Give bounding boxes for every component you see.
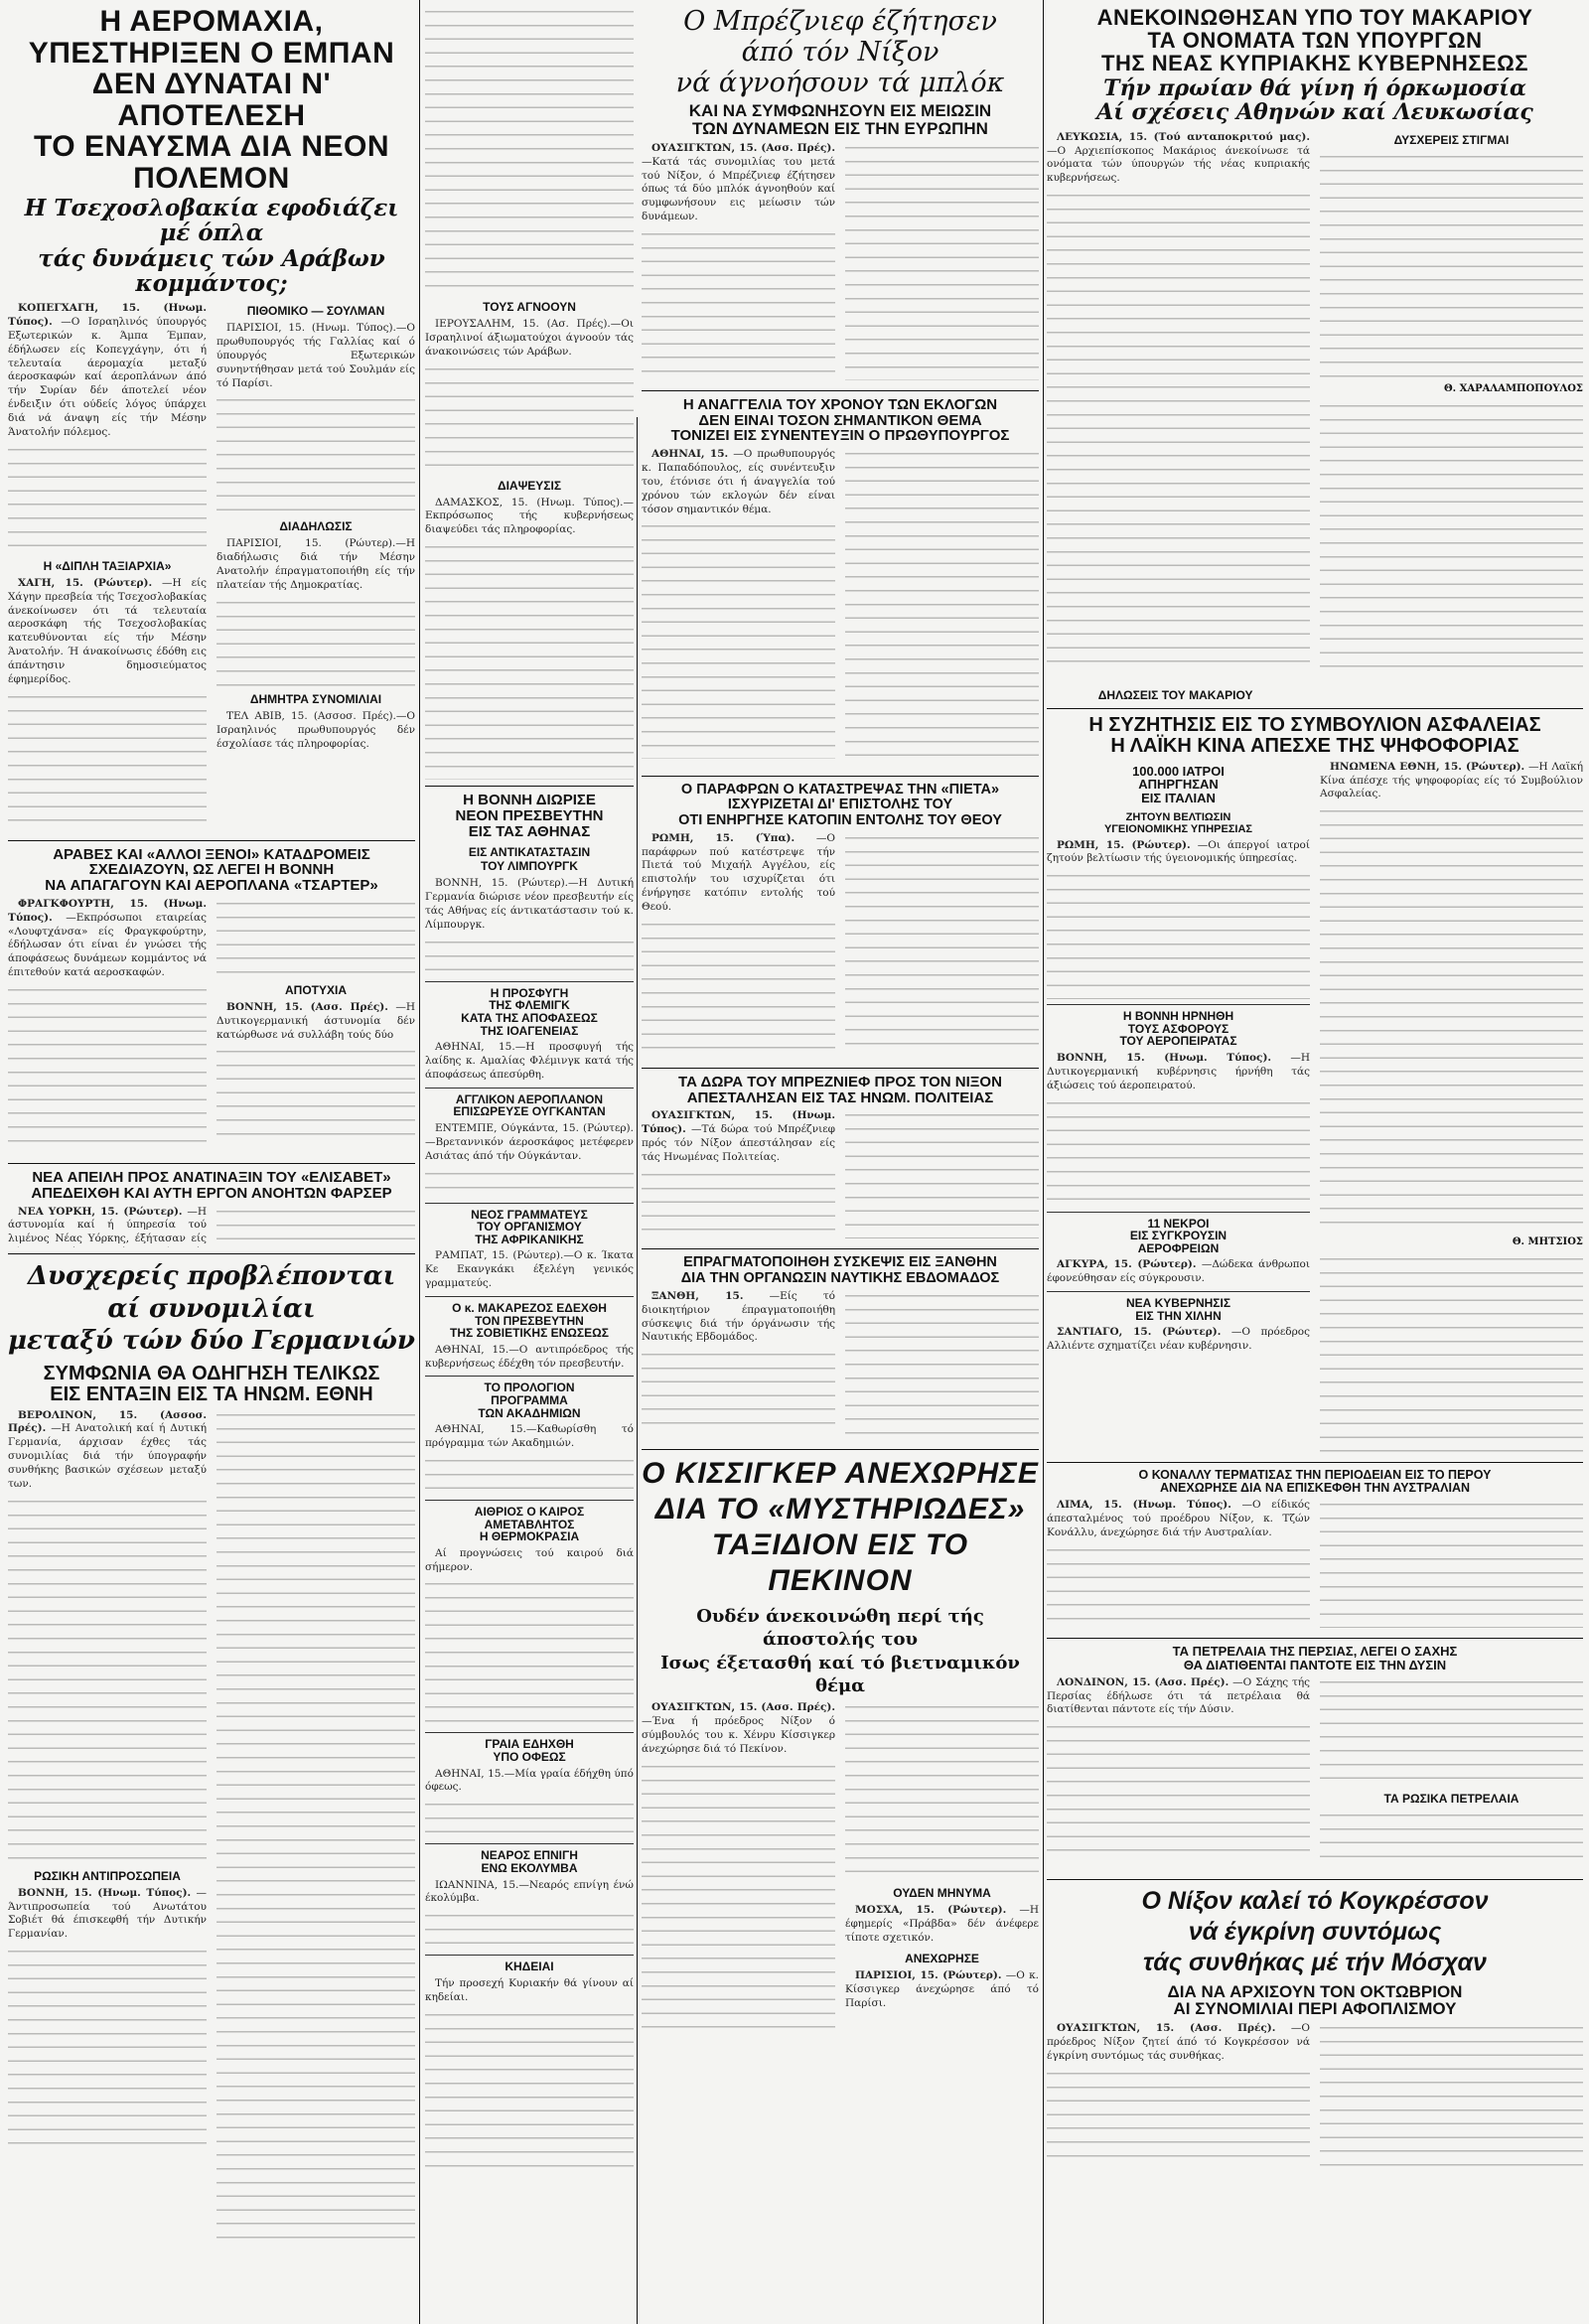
headline-line: ΤΗΣ ΝΕΑΣ ΚΥΠΡΙΑΚΗΣ ΚΥΒΕΡΝΗΣΕΩΣ [1101,51,1528,76]
article-damascus [425,497,634,538]
headline-line: μεταξύ τών δύο Γερμανιών [8,1326,415,1356]
dateline: ΛΟΝΔΙΝΟΝ, 15. (Ασσ. Πρές). [1057,1675,1229,1688]
article-text: ΑΘΗΝΑΙ, 15.—Καθωρίσθη τό πρόγραμμα τών Ακαδημιών. [425,1423,634,1450]
headline-line: ΑΡΑΒΕΣ ΚΑΙ «ΑΛΛΟΙ ΞΕΝΟΙ» ΚΑΤΑΔΡΟΜΕΙΣ [53,845,370,863]
article-snake [425,1768,634,1796]
article-ankara [1047,1258,1310,1286]
article-demonstration [217,537,415,592]
headline-line: ΝΕΟΣ ΓΡΑΜΜΑΤΕΥΣ [471,1207,588,1222]
middle-section [642,6,1039,2320]
subheadline-un-entry [8,1364,415,1405]
text-block [1320,1253,1583,1452]
headline-kissinger-beijing [642,1456,1039,1599]
headline-line: ΤΩΝ ΑΚΑΔΗΜΙΩΝ [478,1405,581,1420]
headline-line: ΚΑΙ ΝΑ ΣΥΜΦΩΝΗΣΟΥΝ ΕΙΣ ΜΕΙΩΣΙΝ [688,101,992,121]
article-bonn-ambassador [425,877,634,932]
dateline: ΣΑΝΤΙΑΓΟ, 15. (Ρώυτερ). [1057,1326,1222,1339]
article-text: —Η Ανατολική καί ή Δυτική Γερμανία, άρχισαν έχθες τάς συνομιλίας διά τήν ύπογραφήν συνθήκης βασικών σχέσεων μεταξύ των. [8,1422,208,1490]
left-section [8,6,415,1247]
subheadline-oath [1047,76,1583,124]
headline-line: Η ΛΑΪΚΗ ΚΙΝΑ ΑΠΕΣΧΕ ΤΗΣ ΨΗΦΟΦΟΡΙΑΣ [1110,734,1519,757]
headline-academies [425,1381,634,1419]
article-lima [1047,1499,1310,1540]
dateline: ΒΟΝΝΗ, 15. (Ασσ. Πρές). [226,1000,388,1013]
headline-line: ΑΜΕΤΑΒΛΗΤΟΣ [484,1517,575,1531]
headline-pieta [642,783,1039,828]
headline-line: ΘΑ ΔΙΑΤΙΘΕΝΤΑΙ ΠΑΝΤΟΤΕ ΕΙΣ ΤΗΝ ΔΥΣΙΝ [1183,1658,1447,1673]
headline-line: ΕΙΣ ΙΤΑΛΙΑΝ [1141,790,1216,805]
subhead-line: τάς δυνάμεις τών Αράβων κομμάντος; [38,244,385,297]
article-text: —Ένα ή πρόεδρος Νίξον ό σύμβουλός του κ. Χένρυ Κίσσιγκερ άνεχώρησε διά τό Πεκίνον. [642,1715,835,1755]
article-text: —Η άστυνομία καί ή ύπηρεσία τού λιμένος Νέας Υόρκης, έξήτασαν είς [8,1205,207,1245]
dateline: ΟΥΑΣΙΓΚΤΩΝ, 15. (Ασσ. Πρές). [1057,2022,1276,2035]
article-text: ΠΑΡΙΣΙΟΙ, 15. (Ρώυτερ).—Η διαδήλωσις διά τήν Μέσην Ανατολήν έπραγματοποιήθη είς τήν πλατείαν τής Δημοκρατίας. [217,537,415,592]
section-title: ΡΩΣΙΚΗ ΑΝΤΙΠΡΟΣΩΠΕΙΑ [34,1868,181,1883]
headline-line: Η ΠΡΟΣΦΥΓΗ [490,985,569,1000]
text-block [8,1946,207,2144]
article-santiago [1047,1326,1310,1354]
article-jerusalem [425,318,634,360]
headline-line: ΤΩΝ ΔΥΝΑΜΕΩΝ ΕΙΣ ΤΗΝ ΕΥΡΩΠΗΝ [692,118,988,138]
dateline: ΛΙΜΑ, 15. (Ηνωμ. Τύπος). [1057,1499,1231,1512]
section-title: Η «ΔΙΠΛΗ ΤΑΞΙΑΡΧΙΑ» [43,558,172,573]
text-block [1320,151,1583,379]
text-block [845,1701,1039,1880]
text-block [1320,400,1583,678]
section-title: ΔΙΑΨΕΥΣΙΣ [497,478,562,493]
headline-line: ΕΙΣ ΤΑΣ ΑΘΗΝΑΣ [468,822,591,840]
headline-line: ΣΥΜΦΩΝΙΑ ΘΑ ΟΔΗΓΗΣΗ ΤΕΛΙΚΩΣ [43,1362,380,1384]
headline-line: ΤΟΥ ΑΕΡΟΠΕΙΡΑΤΑΣ [1119,1034,1237,1049]
author-signature: Θ. ΧΑΡΑΛΑΜΠΟΠΟΥΛΟΣ [1443,382,1583,394]
text-block [425,1455,634,1495]
headline-british-plane: ΑΓΓΛΙΚΟΝ ΑΕΡΟΠΛΑΝΟΝ ΕΠΙΣΩΡΕΥΣΕ ΟΥΓΚΑΝΤΑΝ [453,1091,606,1119]
article-drowning [425,1879,634,1907]
subhead-line: Αί σχέσεις Αθηνών καί Λευκωσίας [1096,99,1533,126]
text-block [1320,1499,1583,1628]
article-text: —Κατά τάς συνομιλίας του μετά τού Νίξον, ό Μπρέζνιεφ έζήτησεν όπως τά δύο μπλόκ άγνοηθούν καί συμφωνήσουν εις μείωσιν τών δυνάμεων. [642,155,835,223]
subhead-line: Τήν πρωίαν θά γίνη ή όρκωμοσία [1103,75,1526,102]
article-text: ΡΑΜΠΑΤ, 15. (Ρώυτερ).—Ο κ. Ίκατα Κε Εκανγκάκι έξελέγη γενικός γραμματεύς. [425,1249,634,1290]
dateline: ΧΑΓΗ, 15. (Ρώυτερ). [18,576,153,589]
dateline: ΑΘΗΝΑΙ, 15. [651,448,729,461]
headline-line: ΥΓΕΙΟΝΟΜΙΚΗΣ ΥΠΗΡΕΣΙΑΣ [1103,822,1253,835]
headline-line: Ο ΠΑΡΑΦΡΩΝ Ο ΚΑΤΑΣΤΡΕΨΑΣ ΤΗΝ «ΠΙΕΤΑ» [680,782,1000,799]
two-germanies-section [8,1253,415,2316]
article-russian-delegation [8,1887,207,1942]
headline-line: ΤΟΝΙΖΕΙ ΕΙΣ ΣΥΝΕΝΤΕΥΞΙΝ Ο ΠΡΩΘΥΠΟΥΡΓΟΣ [670,427,1010,445]
headline-elizabeth-threat [8,1170,415,1202]
headline-line: ΤΗΣ ΣΟΒΙΕΤΙΚΗΣ ΕΝΩΣΕΩΣ [450,1326,609,1341]
section-title: ΔΗΛΩΣΕΙΣ ΤΟΥ ΜΑΚΑΡΙΟΥ [1097,687,1253,702]
middle-left-section [425,6,634,2320]
headline-line: Η ΒΟΝΝΗ ΔΙΩΡΙΣΕ [463,792,596,809]
dateline: ΒΕΡΟΛΙΝΟΝ, 15. (Ασσοσ. Πρές). [8,1408,207,1435]
article-bonn-hijacker [1047,1052,1310,1093]
author-signature: Θ. ΜΗΤΣΙΟΣ [1512,1236,1583,1248]
headline-line: Ο κ. ΜΑΚΑΡΕΖΟΣ ΕΔΕΧΘΗ [452,1300,607,1315]
headline-line: ΕΠΡΑΓΜΑΤΟΠΟΙΗΘΗ ΣΥΣΚΕΨΙΣ ΕΙΣ ΞΑΝΘΗΝ [683,1254,997,1271]
article-london-shah [1047,1676,1310,1718]
headline-line: ΤΑΞΙΔΙΟΝ ΕΙΣ ΤΟ ΠΕΚΙΝΟΝ [711,1527,969,1597]
section-title: ΑΝΕΧΩΡΗΣΕ [905,1951,979,1965]
article-copenhagen [8,302,207,440]
dateline: ΡΩΜΗ, 15. (Ρώυτερ). [1057,838,1191,851]
article-washington-congress [1047,2022,1310,2064]
article-entebbe [425,1122,634,1164]
headline-line: ΚΑΤΑ ΤΗΣ ΑΠΟΦΑΣΕΩΣ [461,1011,598,1026]
article-text: —Ο κ. Κίσσιγκερ άνεχώρησε άπό τό Παρίσι. [845,1968,1039,2009]
text-block [642,228,835,377]
headline-security-council [1047,715,1583,757]
article-text: —Είς τό διοικητήριον έπραγματοποιήθη σύσκεψις διά τήν όργάνωσιν τής Ναυτικής Εβδομάδος. [642,1289,836,1344]
right-section [1047,6,1583,2320]
headline-line: ΕΙΣ ΤΗΝ ΧΙΛΗΝ [1135,1308,1222,1323]
headline-line: αί συνομιλίαι [107,1293,316,1324]
article-tel-aviv [217,710,415,752]
headline-line: Ισως έξετασθή καί τό βιετναμικόν θέμα [660,1652,1020,1696]
section-title: ΑΠΟΤΥΧΙΑ [284,982,347,997]
headline-makarezos [425,1302,634,1340]
headline-line: ΑΙ ΣΥΝΟΜΙΛΙΑΙ ΠΕΡΙ ΑΦΟΠΛΙΣΜΟΥ [1173,1999,1457,2019]
column-divider [637,417,638,2324]
article-academies [425,1423,634,1451]
article-text: —Ο Ισραηλινός ύπουργός Εξωτερικών κ. Άμπα Έμπαν, έδήλωσεν είς Κοπεγχάγην, ότι ή τελευταία άερομαχία μεταξύ άεροσκαφών καί άεροπλάνων άπό τήν Συρίαν δέν άποτελεί νέον ένδειξιν ότι ούδείς λόγος ύπάρχει διά νά άναψη είς τήν Μέσην Άνατολήν πόλεμος. [8,316,207,438]
headline-line: ΤΟΥΣ ΑΣΦΟΡΟΥΣ [1127,1021,1229,1036]
section-title: ΟΥΔΕΝ ΜΗΝΥΜΑ [893,1886,991,1901]
dateline: ΟΥΑΣΙΓΚΤΩΝ, 15. (Ηνωμ. Τύπος). [642,1109,835,1136]
headline-line: Ο ΚΟΝΑΛΛΥ ΤΕΡΜΑΤΙΣΑΣ ΤΗΝ ΠΕΡΙΟΔΕΙΑΝ ΕΙΣ ΤΟ ΠΕΡΟΥ [1138,1468,1492,1483]
headline-line: ΕΙΣ ΕΝΤΑΞΙΝ ΕΙΣ ΤΑ ΗΝΩΜ. ΕΘΝΗ [50,1382,373,1405]
article-moscow-pravda [845,1904,1039,1946]
article-makarezos [425,1344,634,1372]
article-text: ΙΕΡΟΥΣΑΛΗΜ, 15. (Ασ. Πρές).—Οι Ισραηλινοί άξιωματούχοι άγνοούν τάς άνακοινώσεις τών Αράβων. [425,318,634,358]
headline-bonn-ambassador [425,793,634,839]
section-title: ΠΙΘΟΜΙΚΟ — ΣΟΥΛΜΑΝ [246,304,385,319]
headline-brezhnev-nixon [642,6,1039,98]
headline-line: ΤΑ ΟΝΟΜΑΤΑ ΤΩΝ ΥΠΟΥΡΓΩΝ [1147,28,1483,54]
article-text: ΑΘΗΝΑΙ, 15.—Η προσφυγή τής λαίδης κ. Αμαλίας Φλέμινγκ κατά τής άποφάσεως άπεσύρθη. [425,1041,634,1081]
headline-line: ΤΗΣ ΙΟΑΓΕΝΕΙΑΣ [480,1023,579,1038]
article-elections [642,448,835,516]
text-block [425,937,634,976]
article-text: —Ο πρωθυπουργός κ. Παπαδόπουλος, είς συνέντευξιν του, έτόνισε ότι ή άναγγελία τού χρόνου τών εκλογών δέν είναι τόσον σημαντικόν θέμα. [642,448,835,515]
text-block [217,1046,415,1135]
headline-line: 100.000 ΙΑΤΡΟΙ [1132,763,1225,779]
article-funerals [425,1977,634,2005]
text-block [1320,1810,1583,1869]
headline-line: ΕΙΣ ΑΝΤΙΚΑΤΑΣΤΑΣΙΝ [468,845,591,860]
article-text: ΠΑΡΙΣΙΟΙ, 15. (Ηνωμ. Τύπος).—Ο πρωθυπουργός τής Γαλλίας καί ό ύπουργός Εξωτερικών συνηντήθησαν μετά τού Σουλμάν είς τό Παρίσι. [217,322,415,389]
article-text: —Η Δυτικογερμανική κυβέρνησις ήρνήθη τάς άξιώσεις τού άεροπειρατού. [1047,1052,1310,1091]
article-text: —Ο είδικός άπεσταλμένος τού προέδρου Νίξον, κ. Τζών Κονάλλυ, άνεχώρησε διά τήν Αυστραλίαν. [1047,1499,1310,1539]
dateline: ΦΡΑΓΚΦΟΥΡΤΗ, 15. (Ηνωμ. Τύπος). [8,897,207,924]
article-berlin [8,1409,207,1492]
article-text: ΑΘΗΝΑΙ, 15.—Ο αντιπρόεδρος τής κυβερνήσεως έδέχθη τόν πρεσβευτήν. [425,1343,634,1370]
headline-line: ΣΧΕΔΙΑΖΟΥΝ, ΩΣ ΛΕΓΕΙ Η ΒΟΝΝΗ [88,861,335,879]
subheadline-force-reduction [642,102,1039,138]
dateline: ΚΟΠΕΓΧΑΓΗ, 15. (Ηνωμ. Τύπος). [8,302,207,329]
article-nicosia [1047,131,1310,186]
headline-line: ΟΤΙ ΕΝΗΡΓΗΣΕ ΚΑΤΟΠΙΝ ΕΝΤΟΛΗΣ ΤΟΥ ΘΕΟΥ [678,811,1002,828]
article-text: Αί προγνώσεις τού καιρού διά σήμερον. [425,1546,634,1573]
text-block [845,1109,1039,1238]
subheadline-czech-weapons [8,196,415,296]
article-text: —Ο πρόεδρος Νίξον ζητεί άπό τό Κογκρέσσον νά έγκρίνη συντόμως τάς συνθήκας. [1047,2022,1310,2062]
article-text: —Ο πρόεδρος Αλλιέντε σχηματίζει νέαν κυβέρνησιν. [1047,1326,1311,1353]
article-text: —Εκπρόσωποι εταιρείας «Λουφτχάνσα» είς Φραγκφούρτην, έδήλωσαν ότι είναι έν γνώσει τής άποφάσεως δυνάμεων κομμάντος νά έπιτεθούν κατά αεροσκαφών. [8,911,207,979]
text-block [425,541,634,780]
headline-line: ΑΕΡΟΦΡΕΙΩΝ [1137,1240,1220,1255]
text-block [642,919,835,1058]
headline-line: ΝΑ ΑΠΑΓΑΓΟΥΝ ΚΑΙ ΑΕΡΟΠΛΑΝΑ «ΤΣΑΡΤΕΡ» [45,877,378,895]
text-block [1047,1097,1310,1207]
text-block [217,1409,415,2244]
text-block [217,597,415,686]
article-text: —Η Δυτικογερμανική άστυνομία δέν κατώρθωσε νά συλλάβη τούς δύο [217,1000,415,1041]
dateline: ΗΝΩΜΕΝΑ ΕΘΝΗ, 15. (Ρώυτερ). [1330,760,1525,773]
article-text: —Δώδεκα άνθρωποι έφονεύθησαν είς σύγκρουσιν. [1047,1258,1310,1285]
headline-line: ΖΗΤΟΥΝ ΒΕΛΤΙΩΣΙΝ [1125,810,1231,823]
article-frankfurt [8,898,207,980]
headline-chile-government [1047,1297,1310,1322]
headline-line: ΤΑ ΠΕΤΡΕΛΑΙΑ ΤΗΣ ΠΕΡΣΙΑΣ, ΛΕΓΕΙ Ο ΣΑΧΗΣ [1172,1644,1458,1660]
headline-line: ΙΣΧΥΡΙΖΕΤΑΙ ΔΙ' ΕΠΙΣΤΟΛΗΣ ΤΟΥ [727,797,953,813]
text-block [217,394,415,513]
text-block [1320,805,1583,1233]
article-text: —Η έφημερίς «Πράβδα» δέν άνέφερε τίποτε σχετικόν. [845,1904,1039,1945]
headline-line: ΔΕΝ ΔΥΝΑΤΑΙ Ν' ΑΠΟΤΕΛΕΣΗ [91,68,332,132]
text-block [8,984,207,1153]
text-block [642,1349,835,1428]
text-block [217,898,415,977]
subheadline-replacement [425,845,634,873]
headline-line: ΠΡΟΓΡΑΜΜΑ [491,1393,568,1408]
article-text: —Η είς Χάγην πρεσβεία τής Τσεχοσλοβακίας άνεκοίνωσεν ότι τά τελευταία αεροσκάφη τής Τσεχοσλοβακίας κατευθύνονται είς τήν Μέσην Άνατολήν. Ή άνακοίνωσις έδόθη εις άπάντησιν δημοσιεύματος έφημερίδος. [8,576,208,685]
headline-line: ΤΗΣ ΦΛΕΜΙΓΚ [489,998,570,1013]
headline-line: τάς συνθήκας μέ τήν Μόσχαν [1143,1949,1487,1977]
section-title: ΔΗΜΗΤΡΑ ΣΥΝΟΜΙΛΙΑΙ [249,691,382,706]
dateline: ΟΥΑΣΙΓΚΤΩΝ, 15. (Ασσ. Πρές). [651,141,835,154]
headline-cyprus-government [1047,6,1583,74]
article-text: Τήν προσεχή Κυριακήν θά γίνουν αί κηδείαι. [425,1976,634,2003]
headline-fleming-appeal [425,987,634,1037]
section-title: ΔΥΣΧΕΡΕΙΣ ΣΤΙΓΜΑΙ [1393,132,1510,147]
headline-line: νά άγνοήσουν τά μπλόκ [675,68,1005,99]
article-text: ΕΝΤΕΜΠΕ, Ούγκάντα, 15. (Ρώυτερ).—Βρεταννικόν άεροσκάφος μετέφερεν Ασιάτας άπό τήν Ούγκάνταν. [425,1121,634,1162]
headline-line: 11 ΝΕΚΡΟΙ [1147,1216,1210,1231]
dateline: ΟΥΑΣΙΓΚΤΩΝ, 15. (Ασσ. Πρές). [651,1701,835,1714]
text-block [1047,190,1310,666]
text-block [8,1496,207,1863]
headline-line: ΝΕΑ ΚΥΒΕΡΝΗΣΙΣ [1125,1296,1231,1311]
dateline: ΑΓΚΥΡΑ, 15. (Ρώυτερ). [1057,1258,1197,1271]
text-block [425,1168,634,1198]
article-text: —Οι άπεργοί ιατροί ζητούν βελτίωσιν τής ύγειονομικής ύπηρεσίας. [1047,838,1310,865]
headline-persian-oil [1047,1645,1583,1671]
headline-line: ΤΑ ΔΩΡΑ ΤΟΥ ΜΠΡΕΖΝΙΕΦ ΠΡΟΣ ΤΟΝ ΝΙΞΟΝ [678,1073,1002,1090]
article-rabat [425,1249,634,1291]
headline-line: ΝΕΑΡΟΣ ΕΠΝΙΓΗ [481,1848,578,1863]
headline-line: ΤΟ ΠΡΟΛΟΓΙΟΝ [484,1380,575,1395]
text-block [8,444,207,553]
headline-elections [642,397,1039,444]
column-divider [1043,0,1044,2324]
headline-line: ΔΙΑ ΝΑ ΑΡΧΙΣΟΥΝ ΤΟΝ ΟΚΤΩΒΡΙΟΝ [1167,1981,1463,2001]
article-text: ΒΟΝΝΗ, 15. (Ρώυτερ).—Η Δυτική Γερμανία διώρισε νέον πρεσβευτήν είς τάς Αθήνας είς άντικατάστασιν τού κ. Λίμπουργκ. [425,877,634,931]
text-block [1047,870,1310,999]
headline-italian-doctors [1047,765,1310,805]
article-text: ΔΑΜΑΣΚΟΣ, 15. (Ηνωμ. Τύπος).—Εκπρόσωπος τής κυβερνήσεως διαψεύδει τάς πληροφορίας. [425,496,634,536]
headline-line: ΤΗΣ ΑΦΡΙΚΑΝΙΚΗΣ [475,1232,584,1246]
article-text: —Ο Σάχης τής Περσίας έδήλωσε ότι τά πετρέλαια θά διατίθενται πάντοτε είς τήν Δύσιν. [1047,1675,1311,1716]
dateline: ΝΕΑ ΥΟΡΚΗ, 15. (Ρώυτερ). [18,1205,183,1218]
headline-line: ΤΟΝ ΠΡΕΣΒΕΥΤΗΝ [475,1313,584,1328]
headline-line: ΕΙΣ ΣΥΓΚΡΟΥΣΙΝ [1129,1229,1228,1243]
article-text: ΤΕΛ ΑΒΙΒ, 15. (Ασσοσ. Πρές).—Ο Ισραηλινός πρωθυπουργός δέν έσχολίασε τάς πληροφορίας. [217,709,415,750]
section-title: ΤΟΥΣ ΑΓΝΟΟΥΝ [483,300,576,314]
text-block [425,1910,634,1950]
headline-connally [1047,1469,1583,1495]
headline-line: άπό τόν Νίξον [741,37,939,69]
article-rome-doctors [1047,839,1310,867]
headline-line: Η ΑΝΑΓΓΕΛΙΑ ΤΟΥ ΧΡΟΝΟΥ ΤΩΝ ΕΚΛΟΓΩΝ [682,395,998,413]
headline-line: Η ΒΟΝΝΗ ΗΡΝΗΘΗ [1122,1009,1234,1024]
article-text: ΑΘΗΝΑΙ, 15.—Μία γραία έδήχθη ύπό όφεως. [425,1767,634,1794]
headline-line: ΑΝΕΧΩΡΗΣΕ ΔΙΑ ΝΑ ΕΠΙΣΚΕΦΘΗ ΤΗΝ ΑΥΣΤΡΑΛΙΑΝ [1160,1481,1470,1496]
headline-brezhnev-gifts [642,1075,1039,1106]
headline-line: ΝΕΟΝ ΠΡΕΣΒΕΥΤΗΝ [455,806,604,824]
dateline: ΜΟΣΧΑ, 15. (Ρώυτερ). [855,1904,1007,1917]
text-block [425,1578,634,1727]
dateline: ΠΑΡΙΣΙΟΙ, 15. (Ρώυτερ). [855,1968,1002,1981]
subheadline-health-service [1047,811,1310,835]
text-block [642,1761,835,2039]
section-title: ΔΙΑΔΗΛΩΣΙΣ [279,519,353,534]
headline-weather [425,1506,634,1543]
headline-line: ΔΙΑ ΤΗΝ ΟΡΓΑΝΩΣΙΝ ΝΑΥΤΙΚΗΣ ΕΒΔΟΜΑΔΟΣ [680,1269,1000,1286]
headline-naval-week [642,1255,1039,1285]
article-text: —Άντιπροσωπεία τού Ανωτάτου Σοβιέτ θά έπισκεφθή τήν Δυτικήν Γερμανίαν. [8,1886,207,1941]
article-fleming [425,1041,634,1083]
article-paris-departure [845,1969,1039,2011]
headline-line: ΥΠΟ ΟΦΕΩΣ [493,1750,566,1765]
headline-line: ΤΟΥ ΛΙΜΠΟΥΡΓΚ [481,859,578,874]
main-headline-aeromachia [8,6,415,194]
text-block [425,2009,634,2168]
text-block [217,1206,415,1247]
article-gifts [642,1109,835,1164]
headline-line: ΑΝΕΚΟΙΝΩΘΗΣΑΝ ΥΠΟ ΤΟΥ ΜΑΚΑΡΙΟΥ [1096,6,1533,30]
text-block [425,363,634,473]
headline-drowning [425,1849,634,1874]
dateline: ΞΑΝΘΗ, 15. [651,1289,744,1302]
headline-line: ΤΟ ΕΝΑΥΣΜΑ ΔΙΑ ΝΕΟΝ ΠΟΛΕΜΟΝ [33,130,390,195]
article-bonn-failure [217,1001,415,1043]
column-divider [419,0,420,2324]
headline-line: ΕΝΩ ΕΚΟΛΥΜΒΑ [481,1860,578,1875]
headline-line: ΝΕΑ ΑΠΕΙΛΗ ΠΡΟΣ ΑΝΑΤΙΝΑΞΙΝ ΤΟΥ «ΕΛΙΣΑΒΕΤ» [32,1169,391,1187]
headline-line: νά έγκρίνη συντόμως [1188,1918,1442,1947]
subhead-line: Η Τσεχοσλοβακία εφοδιάζει μέ όπλα [24,195,399,247]
headline-line: ΑΠΗΡΓΗΣΑΝ [1138,777,1219,793]
text-block [1320,1676,1583,1786]
headline-line: Δυσχερείς προβλέπονται [27,1261,396,1291]
article-weather [425,1547,634,1575]
text-block [845,832,1039,1051]
headline-two-germanies [8,1260,415,1358]
headline-line: Ο ΚΙΣΣΙΓΚΕΡ ΑΝΕΧΩΡΗΣΕ [642,1456,1039,1490]
headline-line: Ουδέν άνεκοινώθη περί τής άποστολής του [696,1605,984,1651]
headline-line: Η ΑΕΡΟΜΑΧΙΑ, ΥΠΕΣΤΗΡΙΞΕΝ Ο ΕΜΠΑΝ [28,6,395,70]
article-hague [8,577,207,687]
headline-line: Ο Μπρέζνιεφ έζήτησεν [683,6,997,37]
headline-line: ΔΙΑ ΤΟ «ΜΥΣΤΗΡΙΩΔΕΣ» [654,1492,1026,1525]
article-text: —Τά δώρα τού Μπρέζνιεφ πρός τόν Νίξον άπεστάλησαν είς τάς Ηνωμένας Πολιτείας. [642,1123,835,1163]
article-un-china [1320,761,1583,802]
dateline: ΒΟΝΝΗ, 15. (Ηνωμ. Τύπος). [1057,1052,1272,1065]
article-text: —Ο παράφρων πού κατέστρεψε τήν Πιετά τού Μιχαήλ Αγγέλου, είς επιστολήν του ισχυρίζεται ότι ένήργησε κατόπιν εντολής τού Θεού. [642,831,835,914]
headline-line: ΤΟΥ ΟΡΓΑΝΙΣΜΟΥ [477,1220,582,1235]
text-block [425,6,634,294]
subheadline-disarmament [1047,1983,1583,2019]
text-block [8,691,207,830]
headline-line: Η ΘΕΡΜΟΚΡΑΣΙΑ [479,1529,580,1544]
headline-line: ΔΕΝ ΕΙΝΑΙ ΤΟΣΟΝ ΣΗΜΑΝΤΙΚΟΝ ΘΕΜΑ [698,411,982,429]
subheadline-kissinger-mission [642,1605,1039,1698]
article-new-york [8,1206,207,1247]
headline-snake-bite [425,1738,634,1763]
article-washington-brezhnev [642,142,835,224]
headline-line: Η ΣΥΖΗΤΗΣΙΣ ΕΙΣ ΤΟ ΣΥΜΒΟΥΛΙΟΝ ΑΣΦΑΛΕΙΑΣ [1088,713,1541,736]
article-kissinger [642,1701,835,1756]
dateline: ΛΕΥΚΩΣΙΑ, 15. (Τού ανταποκριτού μας). [1057,130,1310,143]
dateline: ΒΟΝΝΗ, 15. (Ηνωμ. Τύπος). [18,1886,192,1899]
article-text: —Η Λαϊκή Κίνα άπέσχε τής ψηφοφορίας είς τό Συμβούλιον Ασφαλείας. [1320,760,1583,800]
text-block [1047,1544,1310,1624]
text-block [425,1799,634,1838]
article-pieta [642,832,835,915]
article-text: ΙΩΑΝΝΙΝΑ, 15.—Νεαρός επνίγη ένώ έκολύμβα. [425,1878,634,1905]
headline-line: ΑΠΕΣΤΑΛΗΣΑΝ ΕΙΣ ΤΑΣ ΗΝΩΜ. ΠΟΛΙΤΕΙΑΣ [686,1089,994,1106]
headline-line: ΑΙΘΡΙΟΣ Ο ΚΑΙΡΟΣ [474,1504,585,1519]
article-paris [217,322,415,390]
text-block [642,1169,835,1238]
headline-new-secretary [425,1209,634,1246]
text-block [845,142,1039,380]
article-xanthi [642,1290,835,1345]
headline-bonn-refused [1047,1010,1310,1048]
text-block [1047,2068,1310,2157]
dateline: ΡΩΜΗ, 15. (Ύπα). [651,831,795,844]
headline-nixon-congress [1047,1886,1583,1979]
headline-line: Ο Νίξον καλεί τό Κογκρέσσον [1141,1886,1489,1915]
headline-11-dead [1047,1218,1310,1255]
article-text: —Ο Αρχιεπίσκοπος Μακάριος άνεκοίνωσε τά ονόματα τών ύπουργών τής νέας κυπριακής κυβερνήσεως. [1047,144,1310,185]
text-block [642,520,835,759]
headline-arab-commandos [8,847,415,894]
headline-line: ΓΡΑΙΑ ΕΔΗΧΘΗ [485,1737,574,1752]
text-block [845,448,1039,766]
section-title: ΤΑ ΡΩΣΙΚΑ ΠΕΤΡΕΛΑΙΑ [1383,1791,1519,1806]
headline-line: ΑΠΕΔΕΙΧΘΗ ΚΑΙ ΑΥΤΗ ΕΡΓΟΝ ΑΝΟΗΤΩΝ ΦΑΡΣΕΡ [31,1184,392,1202]
text-block [845,1290,1039,1439]
headline-funerals: ΚΗΔΕΙΑΙ [505,1960,554,1974]
text-block [1320,2022,1583,2171]
text-block [1047,1721,1310,1860]
